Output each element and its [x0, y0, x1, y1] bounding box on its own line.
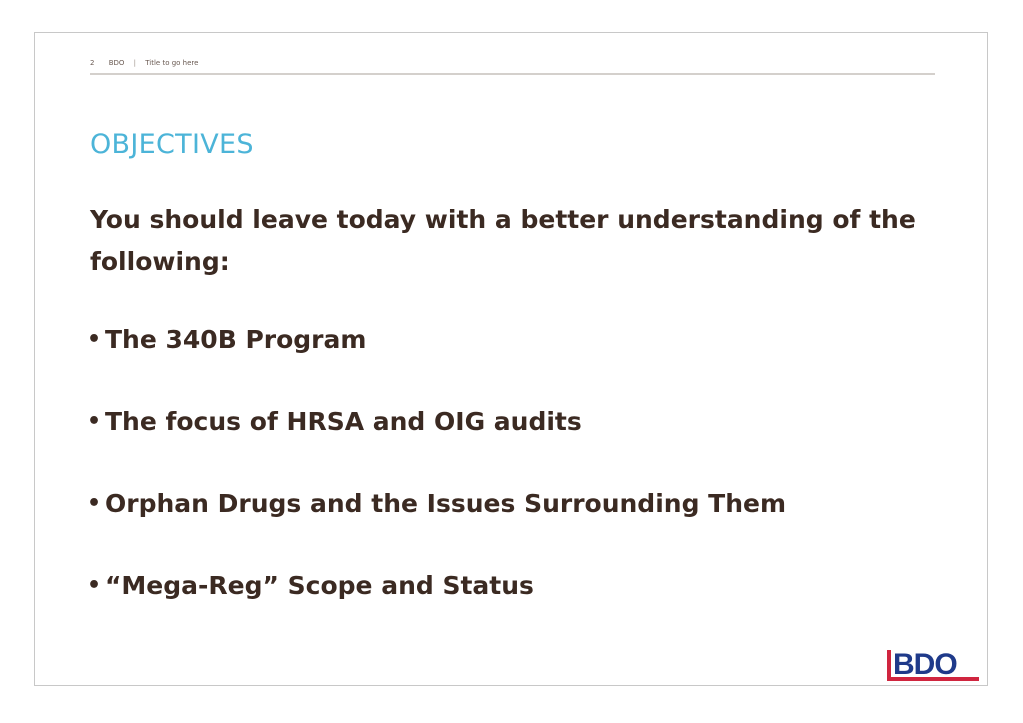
list-item-text: Orphan Drugs and the Issues Surrounding Them: [105, 489, 787, 518]
list-item: [87, 566, 786, 648]
header-brand: BDO: [108, 59, 125, 67]
bullet-icon: •: [87, 491, 102, 516]
header-separator: |: [133, 59, 136, 67]
bullet-icon: •: [87, 327, 102, 352]
list-item-text: “Mega-Reg” Scope and Status: [105, 571, 534, 600]
bdo-logo: [887, 647, 982, 683]
bullet-icon: •: [87, 409, 102, 434]
logo-text: BDO: [893, 648, 957, 681]
list-item: [87, 484, 786, 566]
list-item: [87, 320, 786, 402]
intro-text: You should leave today with a better understanding of the following:: [90, 205, 916, 276]
slide-title: OBJECTIVES: [90, 129, 254, 160]
page-number: 2: [90, 59, 95, 67]
list-item-text: The focus of HRSA and OIG audits: [105, 407, 582, 436]
list-item: [87, 402, 786, 484]
list-item-text: The 340B Program: [105, 325, 367, 354]
objectives-list: [87, 320, 786, 648]
slide-frame: [34, 32, 988, 686]
slide-header: [90, 59, 198, 67]
header-doc-title: Title to go here: [145, 59, 199, 67]
bdo-logo-icon: [887, 647, 982, 683]
bullet-icon: •: [87, 573, 102, 598]
header-divider: [90, 73, 935, 75]
